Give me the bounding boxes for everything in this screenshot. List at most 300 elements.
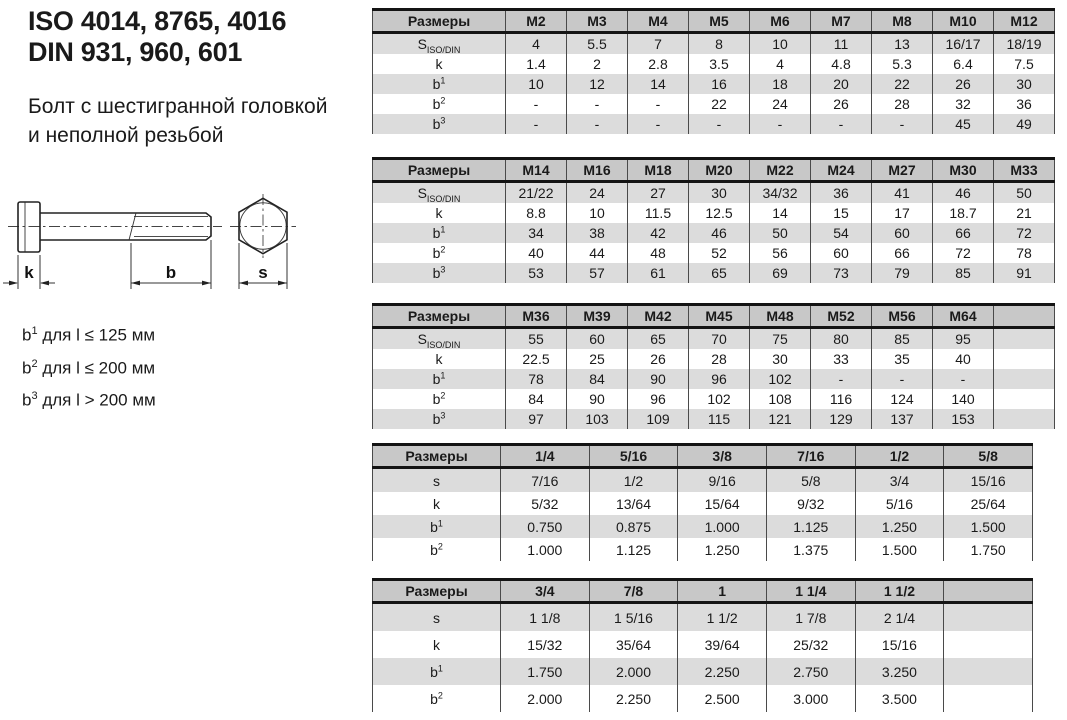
- table-row: [373, 114, 1055, 134]
- value-cell: 84: [506, 389, 567, 409]
- value-cell: 48: [628, 243, 689, 263]
- table-row: [373, 33, 1055, 55]
- value-cell: 2.250: [678, 658, 767, 685]
- table-row: [373, 658, 1033, 685]
- value-cell: 2.000: [501, 685, 590, 712]
- value-cell: 30: [994, 74, 1055, 94]
- value-cell: [994, 328, 1055, 350]
- value-cell: 91: [994, 263, 1055, 283]
- table-row: [373, 468, 1033, 493]
- value-cell: 5.3: [872, 54, 933, 74]
- iso-standards-title: ISO 4014, 8765, 4016: [28, 6, 287, 36]
- value-cell: 56: [750, 243, 811, 263]
- value-cell: 66: [933, 223, 994, 243]
- value-cell: 17: [872, 203, 933, 223]
- value-cell: 70: [689, 328, 750, 350]
- table-row: [373, 492, 1033, 515]
- value-cell: 129: [811, 409, 872, 429]
- value-cell: 85: [872, 328, 933, 350]
- value-cell: 38: [567, 223, 628, 243]
- title-block: [28, 6, 327, 150]
- column-header: M27: [872, 159, 933, 182]
- value-cell: 75: [750, 328, 811, 350]
- value-cell: 1.000: [501, 538, 590, 561]
- value-cell: 60: [567, 328, 628, 350]
- value-cell: 1.500: [855, 538, 944, 561]
- bolt-technical-drawing: [0, 193, 320, 305]
- value-cell: 7.5: [994, 54, 1055, 74]
- subtitle-line-1: Болт с шестигранной головкой: [28, 95, 328, 118]
- table-row: [373, 328, 1055, 350]
- row-label: $b^1$: [373, 515, 501, 538]
- value-cell: 4: [750, 54, 811, 74]
- header-row: [373, 10, 1055, 33]
- value-cell: -: [567, 114, 628, 134]
- value-cell: 13/64: [589, 492, 678, 515]
- table-row: [373, 74, 1055, 94]
- value-cell: 5/8: [766, 468, 855, 493]
- value-cell: 33: [811, 349, 872, 369]
- subtitle-line-2: и неполной резьбой: [28, 124, 224, 147]
- value-cell: 4.8: [811, 54, 872, 74]
- value-cell: 46: [689, 223, 750, 243]
- column-header: M6: [750, 10, 811, 33]
- footnote-b1: $b^1$ для l ≤ 125 мм: [22, 325, 156, 345]
- value-cell: 72: [994, 223, 1055, 243]
- value-cell: 1 5/16: [589, 603, 678, 632]
- value-cell: 15/32: [501, 631, 590, 658]
- value-cell: 3.5: [689, 54, 750, 74]
- table-metric-m36-m64: [372, 303, 1055, 429]
- value-cell: [994, 349, 1055, 369]
- value-cell: 35: [872, 349, 933, 369]
- value-cell: 1.750: [501, 658, 590, 685]
- value-cell: 39/64: [678, 631, 767, 658]
- table-row: [373, 223, 1055, 243]
- row-label: $b^1$: [373, 369, 506, 389]
- value-cell: 18/19: [994, 33, 1055, 55]
- value-cell: 73: [811, 263, 872, 283]
- bolt-end-view: [230, 194, 296, 258]
- value-cell: 1.250: [855, 515, 944, 538]
- value-cell: 1.125: [766, 515, 855, 538]
- value-cell: 21: [994, 203, 1055, 223]
- value-cell: 1 1/2: [678, 603, 767, 632]
- value-cell: 36: [811, 182, 872, 204]
- value-cell: 40: [506, 243, 567, 263]
- column-header: 3/4: [501, 580, 590, 603]
- column-header: 5/8: [944, 445, 1033, 468]
- value-cell: -: [689, 114, 750, 134]
- value-cell: 66: [872, 243, 933, 263]
- value-cell: 4: [506, 33, 567, 55]
- value-cell: -: [750, 114, 811, 134]
- table-metric-m14-m33: [372, 157, 1055, 283]
- column-header: 3/8: [678, 445, 767, 468]
- column-header: M2: [506, 10, 567, 33]
- value-cell: 60: [811, 243, 872, 263]
- table-metric-m2-m12: [372, 8, 1055, 134]
- value-cell: 54: [811, 223, 872, 243]
- value-cell: 6.4: [933, 54, 994, 74]
- value-cell: 103: [567, 409, 628, 429]
- value-cell: 78: [506, 369, 567, 389]
- value-cell: 52: [689, 243, 750, 263]
- value-cell: 26: [628, 349, 689, 369]
- value-cell: 7/16: [501, 468, 590, 493]
- value-cell: 2.8: [628, 54, 689, 74]
- row-label: $b^2$: [373, 94, 506, 114]
- row-label: k: [373, 54, 506, 74]
- column-header: M56: [872, 305, 933, 328]
- table-row: [373, 631, 1033, 658]
- value-cell: -: [628, 94, 689, 114]
- column-header: M24: [811, 159, 872, 182]
- value-cell: 95: [933, 328, 994, 350]
- value-cell: -: [933, 369, 994, 389]
- column-header: M42: [628, 305, 689, 328]
- value-cell: 28: [872, 94, 933, 114]
- value-cell: -: [506, 94, 567, 114]
- value-cell: 3.250: [855, 658, 944, 685]
- size-column-header: Размеры: [373, 580, 501, 603]
- value-cell: 2.500: [678, 685, 767, 712]
- value-cell: 7: [628, 33, 689, 55]
- column-header: [944, 580, 1033, 603]
- value-cell: 65: [689, 263, 750, 283]
- value-cell: 5/16: [855, 492, 944, 515]
- value-cell: 3.000: [766, 685, 855, 712]
- value-cell: 2.750: [766, 658, 855, 685]
- value-cell: [944, 658, 1033, 685]
- value-cell: 13: [872, 33, 933, 55]
- row-label: k: [373, 203, 506, 223]
- value-cell: 20: [811, 74, 872, 94]
- value-cell: 85: [933, 263, 994, 283]
- table-imperial-3-4-to-1-1-2: [372, 578, 1033, 712]
- value-cell: 121: [750, 409, 811, 429]
- value-cell: 25/32: [766, 631, 855, 658]
- size-column-header: Размеры: [373, 445, 501, 468]
- value-cell: 2.250: [589, 685, 678, 712]
- table-row: [373, 54, 1055, 74]
- value-cell: 1.500: [944, 515, 1033, 538]
- row-label: k: [373, 349, 506, 369]
- table-row: [373, 94, 1055, 114]
- table-row: [373, 182, 1055, 204]
- value-cell: -: [506, 114, 567, 134]
- value-cell: 50: [994, 182, 1055, 204]
- header-row: [373, 159, 1055, 182]
- value-cell: 18: [750, 74, 811, 94]
- column-header: M4: [628, 10, 689, 33]
- row-label: s: [373, 603, 501, 632]
- table-row: [373, 263, 1055, 283]
- value-cell: 97: [506, 409, 567, 429]
- value-cell: 24: [750, 94, 811, 114]
- footnote-b3: $b^3$ для l > 200 мм: [22, 390, 156, 410]
- column-header: M36: [506, 305, 567, 328]
- column-header: 1: [678, 580, 767, 603]
- column-header: M33: [994, 159, 1055, 182]
- value-cell: 108: [750, 389, 811, 409]
- dimension-label-s: s: [258, 263, 268, 282]
- value-cell: 72: [933, 243, 994, 263]
- value-cell: 60: [872, 223, 933, 243]
- value-cell: 116: [811, 389, 872, 409]
- table-row: [373, 515, 1033, 538]
- value-cell: 109: [628, 409, 689, 429]
- dimension-label-k: k: [24, 263, 34, 282]
- value-cell: 124: [872, 389, 933, 409]
- table-row: [373, 243, 1055, 263]
- value-cell: 41: [872, 182, 933, 204]
- column-header: M45: [689, 305, 750, 328]
- size-column-header: Размеры: [373, 159, 506, 182]
- value-cell: 84: [567, 369, 628, 389]
- value-cell: 50: [750, 223, 811, 243]
- value-cell: 80: [811, 328, 872, 350]
- page-title: [28, 6, 327, 68]
- column-header: M52: [811, 305, 872, 328]
- column-header: 1/4: [501, 445, 590, 468]
- value-cell: 34: [506, 223, 567, 243]
- value-cell: 5/32: [501, 492, 590, 515]
- value-cell: 21/22: [506, 182, 567, 204]
- value-cell: [944, 631, 1033, 658]
- value-cell: [994, 389, 1055, 409]
- row-label: $S_{ISO/DIN}$: [373, 33, 506, 55]
- size-column-header: Размеры: [373, 305, 506, 328]
- din-standards-title: DIN 931, 960, 601: [28, 37, 243, 67]
- value-cell: 1.4: [506, 54, 567, 74]
- value-cell: 0.750: [501, 515, 590, 538]
- value-cell: 137: [872, 409, 933, 429]
- row-label: $S_{ISO/DIN}$: [373, 182, 506, 204]
- value-cell: 1 7/8: [766, 603, 855, 632]
- header-row: [373, 305, 1055, 328]
- row-label: $b^1$: [373, 223, 506, 243]
- value-cell: 22: [872, 74, 933, 94]
- value-cell: 1.250: [678, 538, 767, 561]
- column-header: M30: [933, 159, 994, 182]
- row-label: $b^3$: [373, 114, 506, 134]
- dimension-b: [131, 240, 211, 289]
- value-cell: 1.125: [589, 538, 678, 561]
- value-cell: 22: [689, 94, 750, 114]
- column-header: 7/16: [766, 445, 855, 468]
- footnote-b2: $b^2$ для l ≤ 200 мм: [22, 357, 156, 378]
- row-label: $b^1$: [373, 658, 501, 685]
- value-cell: -: [811, 369, 872, 389]
- header-row: [373, 445, 1033, 468]
- table-row: [373, 603, 1033, 632]
- column-header: 1/2: [855, 445, 944, 468]
- table-imperial-1-4-to-5-8: [372, 443, 1033, 561]
- value-cell: 90: [628, 369, 689, 389]
- value-cell: 14: [628, 74, 689, 94]
- value-cell: 25: [567, 349, 628, 369]
- value-cell: 3/4: [855, 468, 944, 493]
- value-cell: 1 1/8: [501, 603, 590, 632]
- column-header: M20: [689, 159, 750, 182]
- row-label: k: [373, 492, 501, 515]
- row-label: $b^2$: [373, 685, 501, 712]
- value-cell: 30: [689, 182, 750, 204]
- value-cell: 1.750: [944, 538, 1033, 561]
- value-cell: 12.5: [689, 203, 750, 223]
- value-cell: 57: [567, 263, 628, 283]
- column-header: M12: [994, 10, 1055, 33]
- column-header: M18: [628, 159, 689, 182]
- value-cell: 115: [689, 409, 750, 429]
- value-cell: 10: [506, 74, 567, 94]
- column-header: 1 1/2: [855, 580, 944, 603]
- value-cell: 3.500: [855, 685, 944, 712]
- column-header: M3: [567, 10, 628, 33]
- column-header: M39: [567, 305, 628, 328]
- value-cell: 8: [689, 33, 750, 55]
- column-header: 1 1/4: [766, 580, 855, 603]
- value-cell: 49: [994, 114, 1055, 134]
- value-cell: 1.000: [678, 515, 767, 538]
- footnotes: [22, 317, 156, 415]
- column-header: M22: [750, 159, 811, 182]
- column-header: 7/8: [589, 580, 678, 603]
- table-row: [373, 349, 1055, 369]
- value-cell: 9/32: [766, 492, 855, 515]
- value-cell: 16: [689, 74, 750, 94]
- table-row: [373, 409, 1055, 429]
- value-cell: -: [628, 114, 689, 134]
- value-cell: 153: [933, 409, 994, 429]
- value-cell: 15/64: [678, 492, 767, 515]
- value-cell: 15/16: [944, 468, 1033, 493]
- row-label: k: [373, 631, 501, 658]
- table-row: [373, 685, 1033, 712]
- value-cell: 11: [811, 33, 872, 55]
- value-cell: 8.8: [506, 203, 567, 223]
- value-cell: 26: [811, 94, 872, 114]
- table-row: [373, 538, 1033, 561]
- value-cell: [944, 603, 1033, 632]
- value-cell: 16/17: [933, 33, 994, 55]
- value-cell: 5.5: [567, 33, 628, 55]
- row-label: s: [373, 468, 501, 493]
- value-cell: 10: [750, 33, 811, 55]
- value-cell: 11.5: [628, 203, 689, 223]
- value-cell: [944, 685, 1033, 712]
- column-header: M64: [933, 305, 994, 328]
- column-header: M8: [872, 10, 933, 33]
- value-cell: 42: [628, 223, 689, 243]
- value-cell: 2: [567, 54, 628, 74]
- value-cell: 61: [628, 263, 689, 283]
- row-label: $b^2$: [373, 538, 501, 561]
- value-cell: 18.7: [933, 203, 994, 223]
- value-cell: 102: [750, 369, 811, 389]
- value-cell: 26: [933, 74, 994, 94]
- table-row: [373, 203, 1055, 223]
- table-row: [373, 369, 1055, 389]
- value-cell: 65: [628, 328, 689, 350]
- value-cell: 1/2: [589, 468, 678, 493]
- value-cell: 25/64: [944, 492, 1033, 515]
- value-cell: [994, 369, 1055, 389]
- value-cell: -: [811, 114, 872, 134]
- value-cell: 15: [811, 203, 872, 223]
- value-cell: 15/16: [855, 631, 944, 658]
- value-cell: 12: [567, 74, 628, 94]
- value-cell: 36: [994, 94, 1055, 114]
- value-cell: 0.875: [589, 515, 678, 538]
- value-cell: 2 1/4: [855, 603, 944, 632]
- value-cell: 22.5: [506, 349, 567, 369]
- header-row: [373, 580, 1033, 603]
- value-cell: 10: [567, 203, 628, 223]
- value-cell: 1.375: [766, 538, 855, 561]
- column-header: M16: [567, 159, 628, 182]
- value-cell: 140: [933, 389, 994, 409]
- column-header: M10: [933, 10, 994, 33]
- value-cell: 46: [933, 182, 994, 204]
- value-cell: -: [872, 114, 933, 134]
- value-cell: -: [872, 369, 933, 389]
- column-header: [994, 305, 1055, 328]
- value-cell: 55: [506, 328, 567, 350]
- bolt-side-view: [8, 202, 222, 252]
- size-column-header: Размеры: [373, 10, 506, 33]
- value-cell: 45: [933, 114, 994, 134]
- value-cell: 102: [689, 389, 750, 409]
- column-header: M48: [750, 305, 811, 328]
- value-cell: -: [567, 94, 628, 114]
- table-row: [373, 389, 1055, 409]
- value-cell: 40: [933, 349, 994, 369]
- column-header: M5: [689, 10, 750, 33]
- value-cell: 96: [628, 389, 689, 409]
- value-cell: 79: [872, 263, 933, 283]
- value-cell: 53: [506, 263, 567, 283]
- page-subtitle: [28, 92, 327, 150]
- column-header: 5/16: [589, 445, 678, 468]
- value-cell: 2.000: [589, 658, 678, 685]
- value-cell: 32: [933, 94, 994, 114]
- value-cell: 90: [567, 389, 628, 409]
- value-cell: 9/16: [678, 468, 767, 493]
- value-cell: 78: [994, 243, 1055, 263]
- value-cell: 35/64: [589, 631, 678, 658]
- value-cell: 30: [750, 349, 811, 369]
- dimension-label-b: b: [165, 263, 177, 282]
- row-label: $b^3$: [373, 409, 506, 429]
- row-label: $b^1$: [373, 74, 506, 94]
- value-cell: 27: [628, 182, 689, 204]
- row-label: $b^2$: [373, 243, 506, 263]
- column-header: M7: [811, 10, 872, 33]
- value-cell: 14: [750, 203, 811, 223]
- row-label: $b^2$: [373, 389, 506, 409]
- column-header: M14: [506, 159, 567, 182]
- value-cell: 24: [567, 182, 628, 204]
- value-cell: [994, 409, 1055, 429]
- row-label: $b^3$: [373, 263, 506, 283]
- value-cell: 69: [750, 263, 811, 283]
- value-cell: 44: [567, 243, 628, 263]
- dimension-k: [3, 255, 55, 289]
- value-cell: 28: [689, 349, 750, 369]
- value-cell: 96: [689, 369, 750, 389]
